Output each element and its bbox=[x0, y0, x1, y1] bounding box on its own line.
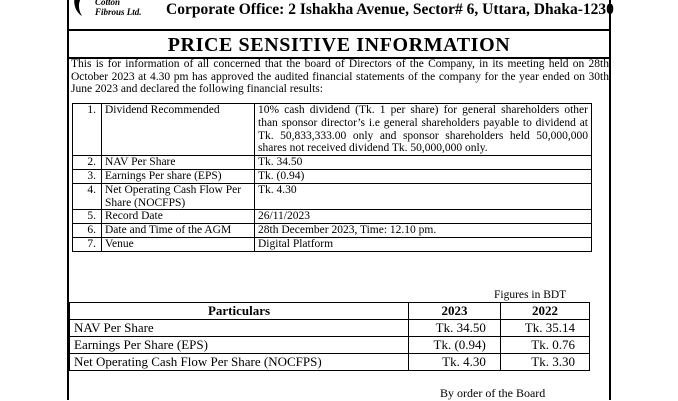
company-name-line-1: Cotton bbox=[95, 0, 121, 7]
column-header-particulars: Particulars bbox=[70, 303, 409, 320]
table-row bbox=[73, 210, 592, 224]
table-row bbox=[73, 237, 592, 251]
value-2022: Tk. 0.76 bbox=[500, 337, 589, 354]
table-row bbox=[70, 320, 590, 337]
corporate-office: Corporate Office: 2 Ishakha Avenue, Sector# 6, Uttara, Dhaka-1230 bbox=[166, 1, 614, 18]
item-number: 2. bbox=[73, 156, 102, 170]
table-row bbox=[73, 156, 592, 170]
row-label: Net Operating Cash Flow Per Share (NOCFPS) bbox=[70, 354, 409, 371]
table-row bbox=[70, 337, 590, 354]
figures-note: Figures in BDT bbox=[494, 289, 567, 301]
item-value: 10% cash dividend (Tk. 1 per share) for general shareholders other than sponsor director’s i.e general shareholders payable to dividend at Tk. 50,833,333.00 only and sponsor shareholders held 50,000,000 shares not received dividend Tk. 50,000,000 only. bbox=[255, 104, 592, 156]
item-value: Tk. 4.30 bbox=[255, 183, 592, 210]
item-label: Date and Time of the AGM bbox=[102, 224, 255, 238]
item-number: 6. bbox=[73, 224, 102, 238]
row-label: Earnings Per Share (EPS) bbox=[70, 337, 409, 354]
page-title: PRICE SENSITIVE INFORMATION bbox=[167, 34, 511, 56]
value-2022: Tk. 3.30 bbox=[500, 354, 589, 371]
value-2023: Tk. 4.30 bbox=[409, 354, 501, 371]
column-header-2023: 2023 bbox=[409, 303, 501, 320]
item-number: 4. bbox=[73, 183, 102, 210]
table-row bbox=[70, 354, 590, 371]
item-value: Digital Platform bbox=[255, 237, 592, 251]
item-label: NAV Per Share bbox=[102, 156, 255, 170]
item-label: Net Operating Cash Flow Per Share (NOCFPS) bbox=[102, 183, 255, 210]
item-label: Record Date bbox=[102, 210, 255, 224]
company-name bbox=[95, 0, 155, 17]
column-header-2022: 2022 bbox=[500, 303, 589, 320]
value-2023: Tk. (0.94) bbox=[409, 337, 501, 354]
company-name-line-2: Fibrous Ltd. bbox=[95, 7, 142, 17]
row-label: NAV Per Share bbox=[70, 320, 409, 337]
intro-paragraph: This is for information of all concerned that the board of Directors of the Company, in its meeting held on 28th October 2023 at 4.30 pm has approved the audited financial statements of the company for the year ended on 30th June 2023 and declared the following financial results: bbox=[71, 58, 609, 96]
table-row bbox=[73, 169, 592, 183]
table-row bbox=[73, 104, 592, 156]
item-value: 26/11/2023 bbox=[255, 210, 592, 224]
item-label: Venue bbox=[102, 237, 255, 251]
item-number: 1. bbox=[73, 104, 102, 156]
item-value: Tk. 34.50 bbox=[255, 156, 592, 170]
value-2023: Tk. 34.50 bbox=[409, 320, 501, 337]
table-row bbox=[73, 183, 592, 210]
results-table bbox=[72, 103, 592, 252]
board-order-note: By order of the Board bbox=[440, 386, 546, 400]
item-number: 7. bbox=[73, 237, 102, 251]
item-value: 28th December 2023, Time: 12.10 pm. bbox=[255, 224, 592, 238]
value-2022: Tk. 35.14 bbox=[500, 320, 589, 337]
item-label: Dividend Recommended bbox=[102, 104, 255, 156]
item-label: Earnings Per share (EPS) bbox=[102, 169, 255, 183]
item-value: Tk. (0.94) bbox=[255, 169, 592, 183]
table-header-row bbox=[70, 303, 590, 320]
comparison-table bbox=[69, 302, 590, 371]
item-number: 5. bbox=[73, 210, 102, 224]
item-number: 3. bbox=[73, 169, 102, 183]
header-rule bbox=[69, 29, 609, 31]
table-row bbox=[73, 224, 592, 238]
